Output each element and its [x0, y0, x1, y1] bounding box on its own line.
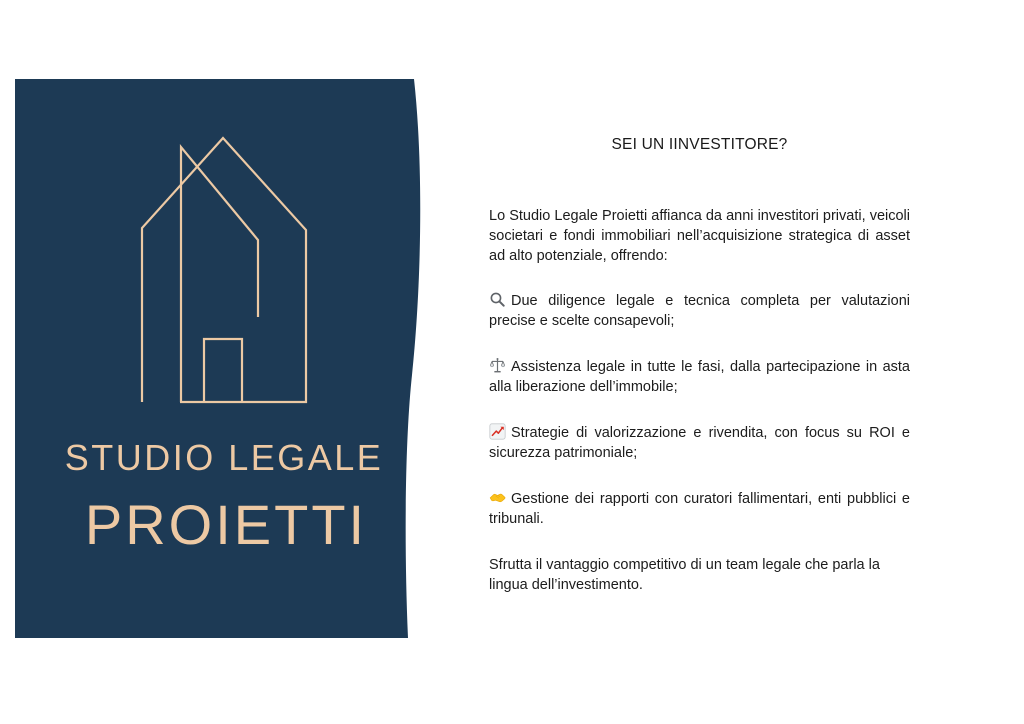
bullet-text: Due diligence legale e tecnica completa per valutazioni precise e scelte consapevoli;: [489, 293, 910, 329]
brand-panel: [0, 0, 450, 724]
chart-increasing-icon: [489, 423, 506, 440]
page-title: SEI UN IINVESTITORE?: [611, 136, 788, 153]
intro-paragraph: Lo Studio Legale Proietti affianca da anni investitori privati, veicoli societari e fondi immobiliari nell’acquisizione strategica di asset ad alto potenziale, offrendo:: [489, 208, 910, 264]
handshake-icon: [489, 489, 506, 506]
brand-name-line1: STUDIO LEGALE: [64, 437, 384, 478]
bullet-strategie: [489, 423, 910, 463]
balance-scale-icon: [489, 357, 506, 374]
bullet-gestione-rapporti: [489, 489, 910, 529]
magnifying-glass-icon: [489, 291, 506, 308]
bullet-assistenza-legale: [489, 357, 910, 397]
bullet-text: Assistenza legale in tutte le fasi, dalla partecipazione in asta alla liberazione dell’immobile;: [489, 359, 910, 395]
bullet-due-diligence: [489, 291, 910, 331]
closing-paragraph: Sfrutta il vantaggio competitivo di un team legale che parla la lingua dell’investimento.: [489, 557, 880, 593]
brand-name-line2: PROIETTI: [84, 493, 368, 556]
bullet-text: Strategie di valorizzazione e rivendita, con focus su ROI e sicurezza patrimoniale;: [489, 425, 910, 461]
bullet-text: Gestione dei rapporti con curatori fallimentari, enti pubblici e tribunali.: [489, 491, 910, 527]
